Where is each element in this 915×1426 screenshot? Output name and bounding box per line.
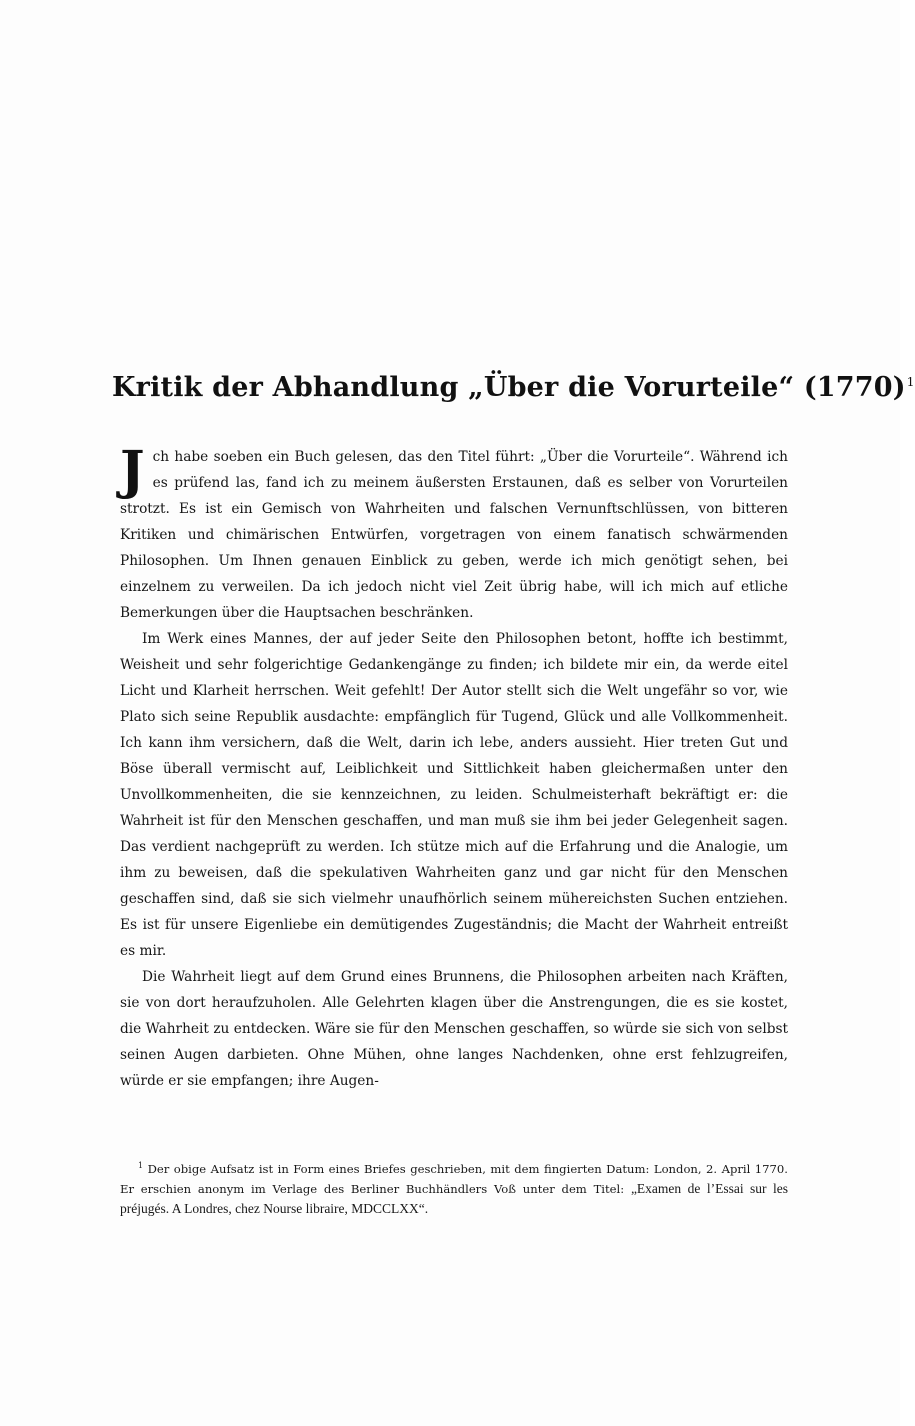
main-text [120,440,788,1094]
paragraph-1 [120,440,788,626]
footnote-text: Der obige Aufsatz ist in Form eines Briefes geschrieben, mit dem fingierten Datum: London, 2. April 1770. Er erschien anonym im Verlage des Berliner Buchhändlers Voß unter dem Titel: [120,1161,788,1196]
paragraph-3: Die Wahrheit liegt auf dem Grund eines Brunnens, die Philosophen arbeiten nach Kräften, sie von dort heraufzuholen. Alle Gelehrten klagen über die Anstrengungen, die es sie kostet, die Wahrheit zu entdecken. Wäre sie für den Menschen geschaffen, so würde sie sich von selbst seinen Augen darbieten. Ohne Mühen, ohne langes Nachdenken, ohne erst fehlzugreifen, würde er sie empfangen; ihre Augen- [120,969,788,1089]
page-title [112,372,915,403]
footnote-section [120,1156,788,1219]
footnote-latin-title: „Examen de l’Essai sur les préjugés. A Londres, chez Nourse libraire, MDCCLXX“. [120,1180,788,1216]
footnote-1 [120,1156,788,1219]
title-footnote-mark: 1 [906,375,915,389]
paragraph-2: Im Werk eines Mannes, der auf jeder Seite den Philosophen betont, hoffte ich bestimmt, Weisheit und sehr folgerichtige Gedankengänge zu finden; ich bildete mir ein, da werde eitel Licht und Klarheit herrschen. Weit gefehlt! Der Autor stellt sich die Welt ungefähr so vor, wie Plato sich seine Republik ausdachte: empfänglich für Tugend, Glück und alle Vollkommenheit. Ich kann ihm versichern, daß die Welt, darin ich lebe, anders aussieht. Hier treten Gut und Böse überall vermischt auf, Leiblichkeit und Sittlichkeit haben gleichermaßen unter den Unvollkommenheiten, die sie kennzeichnen, zu leiden. Schulmeisterhaft bekräftigt er: die Wahrheit ist für den Menschen geschaffen, und man muß sie ihm bei jeder Gelegenheit sagen. Das verdient nachgeprüft zu werden. Ich stütze mich auf die Erfahrung und die Analogie, um ihm zu beweisen, daß die spekulativen Wahrheiten ganz und gar nicht für den Menschen geschaffen sind, daß sie sich vielmehr unaufhörlich seinem mühereichsten Suchen entziehen. Es ist für unsere Eigenliebe ein demütigendes Zugeständnis; die Macht der Wahrheit entreißt es mir. [120,631,788,959]
title-text: Kritik der Abhandlung „Über die Vorurteile“ (1770) [112,372,906,403]
drop-cap-initial: J [120,440,145,501]
footnote-mark: 1 [138,1161,144,1170]
paragraph-1-text: ch habe soeben ein Buch gelesen, das den Titel führt: „Über die Vorurteile“. Während ich es prüfend las, fand ich zu meinem äußersten Erstaunen, daß es selber von Vorurteilen strotzt. Es ist ein Gemisch von Wahrheiten und falschen Vernunftschlüssen, von bitteren Kritiken und chimärischen Entwürfen, vorgetragen von einem fanatisch schwärmenden Philosophen. Um Ihnen genauen Einblick zu geben, werde ich mich genötigt sehen, bei einzelnem zu verweilen. Da ich jedoch nicht viel Zeit übrig habe, will ich mich auf etliche Bemerkungen über die Hauptsachen beschränken. [120,449,788,621]
